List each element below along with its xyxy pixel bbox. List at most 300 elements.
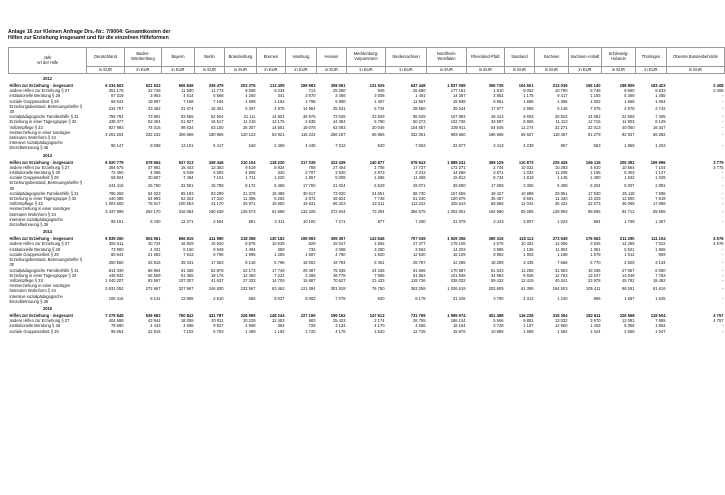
value-cell: 1 064 [655,98,666,104]
value-cell: 1 854 [655,323,666,329]
value-cell: 909 [658,251,666,257]
value-cell: 4 176 [335,328,346,334]
column-header: Brandenburg [225,48,257,67]
value-cell: 1 220 [274,175,285,181]
value-cell: 358 [277,246,285,252]
value-cell: 1 582 [557,328,568,334]
value-cell: 363 259 [410,285,426,291]
value-cell: 7 563 [415,142,426,148]
value-cell: 814 039 [108,267,124,273]
value-cell: 132 567 [240,285,256,291]
row-label: andere Hilfen zur Erziehung § 27 [9,88,70,94]
value-cell: 4 757 [713,312,724,318]
value-cell: 6 529 [374,183,385,189]
value-cell: 94 712 [621,209,635,215]
table-row [9,329,725,334]
value-cell: 227 195 [300,312,316,318]
value-cell: 2 174 [374,318,385,324]
value-cell: 17 609 [490,183,504,189]
value-cell: 6 633 [655,88,666,94]
value-cell: 19 997 [147,98,161,104]
value-cell: 16 109 [452,251,466,257]
value-cell: 72 450 [110,170,124,176]
value-cell: 1 240 [557,296,568,302]
value-cell: 327 967 [178,285,194,291]
value-cell: 1 147 [655,170,666,176]
value-cell: 203 375 [240,83,256,88]
value-cell: - [722,267,724,273]
value-cell: - [722,183,724,189]
value-cell: 1 592 [374,241,385,247]
value-cell: 12 630 [412,251,426,257]
year-label: 2014 [42,229,53,235]
value-cell: 1 625 [655,296,666,302]
value-cell: 234 757 [108,106,124,112]
column-header: Niedersachsen [386,48,427,67]
value-cell: 69 924 [110,175,124,181]
value-cell: 17 688 [652,201,666,207]
value-cell: 438 377 [108,119,124,125]
value-cell: 113 409 [269,83,285,88]
value-cell: 28 951 [554,190,568,196]
value-cell: 35 457 [490,196,504,202]
value-cell: 113 222 [411,201,426,207]
value-cell: 25 118 [622,190,635,196]
value-cell: 3 408 [713,88,724,94]
value-cell: 1 520 [374,328,385,334]
value-cell: 323 439 [330,159,346,165]
value-cell: 246 930 [208,285,224,291]
value-cell: 12 715 [587,119,601,125]
value-cell: - [722,124,724,130]
value-cell: 4 698 [183,323,194,329]
value-cell: 1 889 241 [447,159,466,165]
year-row [9,304,725,313]
value-cell: - [722,201,724,207]
value-cell: 12 419 [520,277,534,283]
value-cell: 1 403 [590,323,601,329]
value-cell: 91 468 [180,267,194,273]
row-label: Vollzeitpflege § 33 [9,277,43,283]
value-cell: 10 898 [520,190,534,196]
value-cell: 73 900 [110,246,124,252]
row-label: soziale Gruppenarbeit § 29 [9,251,59,257]
value-cell: 226 568 [619,312,635,318]
value-cell: 20 687 [147,175,161,181]
value-cell: 1 040 207 [105,277,124,283]
value-cell: 3 631 052 [105,285,124,291]
value-cell: 927 993 [108,124,124,130]
column-header: Mecklenburg-Vorpommern [347,48,386,67]
value-cell: 5 403 [624,170,635,176]
value-cell: 5 456 [274,183,285,189]
value-cell: 37 981 [147,164,161,170]
row-label: Heimerziehung in einer sonstigen betreuten Wohnform § 34 [9,283,71,294]
value-cell: 3 995 [493,246,504,252]
value-cell: 262 170 [145,209,161,215]
value-cell: 272 944 [330,209,346,215]
value-cell: 1 490 [590,175,601,181]
value-cell: 9 417 [557,93,568,99]
value-cell: 1 107 [523,323,534,329]
unit-header: in EUR [636,67,667,74]
column-header: Baden-Württemberg [125,48,162,67]
value-cell: 7 012 [335,142,346,148]
row-label: Vollzeitpflege § 33 [9,124,43,130]
value-cell: 1 047 [655,328,666,334]
column-header: Thüringen [636,48,667,67]
value-cell: - [722,93,724,99]
value-cell: 21 111 [243,114,256,120]
value-cell: 3 250 [374,246,385,252]
value-cell: 3 775 [713,164,724,170]
value-cell: 19 794 [332,259,346,265]
table-row [9,130,725,140]
value-cell: 1 489 [245,328,256,334]
value-cell: 12 900 [554,323,568,329]
value-cell: 67 318 [110,93,124,99]
value-cell: 1 003 500 [105,201,124,207]
unit-header: in EUR [569,67,602,74]
value-cell: 3 008 [374,93,385,99]
row-label: institutionelle Beratung § 28 [9,323,61,329]
value-cell: 11 580 [181,88,194,94]
value-cell: 92 937 [621,132,635,138]
value-cell: 20 046 [371,124,385,130]
row-label: sozialpädagogische Familienhilfe § 31 [9,267,79,273]
value-cell: 8 216 [245,259,256,265]
value-cell: 12 091 [621,318,635,324]
value-cell: 1 708 [374,164,385,170]
value-cell: 26 650 [412,88,426,94]
value-cell: 640 [248,142,256,148]
value-cell: 180 965 [208,132,224,138]
value-cell: 2 973 [374,170,385,176]
value-cell: 8 956 [523,119,534,125]
value-cell: 95 054 [110,328,124,334]
year-label: 2012 [42,76,53,81]
value-cell: 22 173 [242,267,256,273]
value-cell: 1 837 069 [447,83,466,88]
unit-header: in EUR [257,67,286,74]
value-cell: 9 027 [274,296,285,302]
column-header: Schleswig-Holstein [602,48,636,67]
table-unit-row [9,67,725,74]
value-cell: 4 170 [374,323,385,329]
table-row [9,257,725,267]
value-cell: 116 228 [518,312,534,318]
row-label: Vollzeitpflege § 33 [9,201,43,207]
unit-header: in EUR [195,67,225,74]
value-cell: 69 044 [110,98,124,104]
row-label: soziale Gruppenarbeit § 29 [9,175,59,181]
value-cell: 2 408 [713,83,724,88]
value-cell: 4 448 [305,142,316,148]
value-cell: 56 509 [147,272,161,278]
value-cell: 10 790 [554,88,568,94]
value-cell: 120 123 [240,132,256,138]
value-cell: 946 [377,88,385,94]
value-cell: 1 969 [624,142,635,148]
value-cell: 26 307 [242,124,256,130]
row-label: intensive sozialpädagogische Einzelbetreuung § 35 [9,140,63,151]
value-cell: 13 866 [180,296,194,302]
value-cell: 62 093 [332,124,346,130]
value-cell: 48 778 [332,272,346,278]
value-cell: 340 [277,170,285,176]
value-cell: 205 392 [619,159,635,165]
value-cell: 27 667 [621,267,635,273]
value-cell: 8 178 [415,296,426,302]
value-cell: 4 313 [523,296,534,302]
value-cell: 8 734 [493,175,504,181]
table-row [9,294,725,304]
row-label: Hilfen zur Erziehung - insgesamt [9,312,73,318]
column-header: Nordrhein-Westfalen [427,48,467,67]
unit-header: in EUR [602,67,636,74]
value-cell: 1 686 [523,98,534,104]
value-cell: 99 281 [621,285,635,291]
value-cell: 9 234 [274,88,285,94]
value-cell: 8 172 [245,183,256,189]
value-cell: 411 980 [208,236,224,242]
row-label: institutionelle Beratung § 28 [9,170,61,176]
value-cell: 736 [308,246,316,252]
value-cell: 15 600 [271,201,285,207]
value-cell: 1 457 [374,98,385,104]
value-cell: 166 115 [585,159,601,165]
value-cell: 53 404 [147,119,161,125]
value-cell: 17 663 [210,259,224,265]
value-cell: 1 920 [374,251,385,257]
column-header: Rheinland-Pfalz [467,48,505,67]
value-cell: 11 773 [211,88,224,94]
table-row [9,217,725,227]
value-cell: 13 247 [587,272,601,278]
value-cell: 40 341 [554,277,568,283]
value-cell: 3 863 [150,93,161,99]
row-label: soziale Gruppenarbeit § 29 [9,328,59,334]
value-cell: 1 810 [493,88,504,94]
value-cell: 183 423 [650,83,666,88]
header-label-cell: Jahr Art der Hilfe [9,48,87,74]
value-cell: 1 579 [590,251,601,257]
value-cell: 15 443 [180,164,194,170]
value-cell: 2 881 [655,183,666,189]
value-cell: 316 084 [178,209,194,215]
value-cell: 7 969 [655,318,666,324]
value-cell: 15 789 [210,183,224,189]
value-cell: 676 643 [410,159,426,165]
value-cell: 25 531 [332,106,346,112]
value-cell: 10 898 [490,328,504,334]
value-cell: 7 585 [374,272,385,278]
value-cell: 19 078 [302,124,316,130]
value-cell: 6 451 [374,259,385,265]
value-cell: 26 047 [332,241,346,247]
value-cell: 369 129 [488,159,504,165]
value-cell: 39 600 [452,183,466,189]
value-cell: 653 [593,142,601,148]
value-cell: - [722,175,724,181]
value-cell: 85 028 [412,114,426,120]
value-cell: 10 539 [271,241,285,247]
unit-header: in EUR [467,67,505,74]
value-cell: 23 452 [147,106,161,112]
value-cell: 9 558 [245,88,256,94]
value-cell: 100 553 [178,201,194,207]
value-cell: 9 827 [213,323,224,329]
value-cell: 4 514 [183,93,194,99]
value-cell: 40 060 [621,124,635,130]
value-cell: 2 556 [624,328,635,334]
value-cell: 14 357 [452,93,466,99]
value-cell: 7 522 [655,241,666,247]
value-cell: 24 435 [371,267,385,273]
value-cell: 3 098 [335,246,346,252]
value-cell: 12 703 [554,272,568,278]
value-cell: 7 595 [655,190,666,196]
value-cell: 27 333 [242,277,256,283]
value-cell: 195 993 [300,236,316,242]
row-label: soziale Gruppenarbeit § 29 [9,98,59,104]
value-cell: 5 262 [274,196,285,202]
value-cell: 18 492 [652,277,666,283]
value-cell: 76 750 [371,285,385,291]
value-cell: 7 078 [335,296,346,302]
value-cell: 5 566 [493,318,504,324]
value-cell: 9 851 [523,318,534,324]
value-cell: 5 521 [624,246,635,252]
cost-table [8,47,725,334]
row-label: Heimerziehung in einer sonstigen betreuten Wohnform § 34 [9,206,71,217]
value-cell: 2 959 [523,106,534,112]
value-cell: 1 566 [624,98,635,104]
value-cell: 11 395 [243,196,256,202]
value-cell: 59 432 [490,277,504,283]
value-cell: 7 275 845 [105,312,124,318]
value-cell: 40 734 [147,241,161,247]
value-cell: 147 613 [369,312,385,318]
value-cell: 96 147 [110,142,124,148]
value-cell: 636 583 [145,312,161,318]
value-cell: 39 344 [452,106,466,112]
value-cell: 392 611 [109,241,124,247]
table-row [9,104,725,114]
value-cell: 1 263 [655,142,666,148]
value-cell: 8 861 [493,98,504,104]
row-label: Hilfen zur Erziehung - insgesamt [9,159,73,165]
value-cell: 1 532 [624,175,635,181]
title-line-1: Anlage 16 zur Kleinen Anfrage Drs.-Nr.: 7/9004: Gesamtkosten der [8,29,171,35]
value-cell: 20 811 [211,318,224,324]
value-cell: 2 510 [213,296,224,302]
value-cell: 15 489 [271,190,285,196]
value-cell: 13 101 [180,142,194,148]
value-cell: 91 279 [587,132,601,138]
value-cell: 9 083 [305,296,316,302]
value-cell: 75 336 [332,267,346,273]
unit-header: in EUR [286,67,317,74]
unit-header: in EUR [87,67,125,74]
value-cell: 100 575 [450,196,466,202]
value-cell: 4 780 [335,251,346,257]
value-cell: 85 193 [180,190,194,196]
value-cell: 17 577 [490,106,504,112]
value-cell: 1 467 [655,219,666,225]
value-cell: 12 175 [271,119,285,125]
value-cell: 177 181 [450,88,466,94]
value-cell: 70 527 [332,277,346,283]
value-cell: 28 787 [412,259,426,265]
value-cell: 155 140 [585,83,601,88]
value-cell: 18 176 [210,272,224,278]
value-cell: 1 929 356 [447,236,466,242]
value-cell: 7 405 [655,114,666,120]
value-cell: 53 299 [210,190,224,196]
value-cell: 18 289 [490,259,504,265]
value-cell: 10 564 [621,164,635,170]
value-cell: 877 [377,219,385,225]
value-cell: 3 466 [335,93,346,99]
value-cell: 4 086 [150,170,161,176]
unit-header: in EUR [386,67,427,74]
value-cell: 121 394 [300,285,316,291]
value-cell: 9 952 [493,251,504,257]
value-cell: 167 983 [450,114,466,120]
value-cell: 52 504 [210,114,224,120]
value-cell: 1 158 [557,251,568,257]
value-cell: 308 051 [330,83,346,88]
value-cell: 16 517 [210,119,224,125]
title-line-2: Hilfen zur Erziehung insgesamt und für die einzelnen Hilfeformen [8,35,169,41]
value-cell: 2 459 [274,142,285,148]
value-cell: 170 687 [450,267,466,273]
value-cell: 1 192 [274,328,285,334]
value-cell: 26 816 [147,259,161,265]
value-cell: 25 290 [332,88,346,94]
value-cell: 15 154 [452,323,466,329]
row-label: Erziehungsbeistand, Betreuungshelfer § 30 [9,180,83,191]
value-cell: - [722,114,724,120]
unit-header: in EUR [667,67,725,74]
value-cell: - [722,196,724,202]
value-cell: 3 520 [335,170,346,176]
value-cell: 5 049 [183,170,194,176]
value-cell: 8 129 [655,119,666,125]
column-header: Sachsen [535,48,569,67]
value-cell: 34 983 [490,272,504,278]
value-cell: 4 508 [245,323,256,329]
row-label: andere Hilfen zur Erziehung § 27 [9,241,70,247]
value-cell: 8 875 [245,241,256,247]
value-cell: 11 255 [521,267,534,273]
value-cell: 61 616 [652,285,666,291]
value-cell: 8 949 [213,246,224,252]
value-cell: - [722,328,724,334]
value-cell: 48 427 [490,190,504,196]
value-cell: 3 852 [493,93,504,99]
unit-header: in EUR [125,67,162,74]
value-cell: 45 782 [621,277,635,283]
value-cell: 73 891 [147,114,161,120]
value-cell: 707 049 [410,236,426,242]
value-cell: 86 964 [147,267,161,273]
value-cell: - [722,246,724,252]
value-cell: 83 655 [180,114,194,120]
value-cell: 1 720 [305,328,316,334]
value-cell: 18 058 [180,318,194,324]
